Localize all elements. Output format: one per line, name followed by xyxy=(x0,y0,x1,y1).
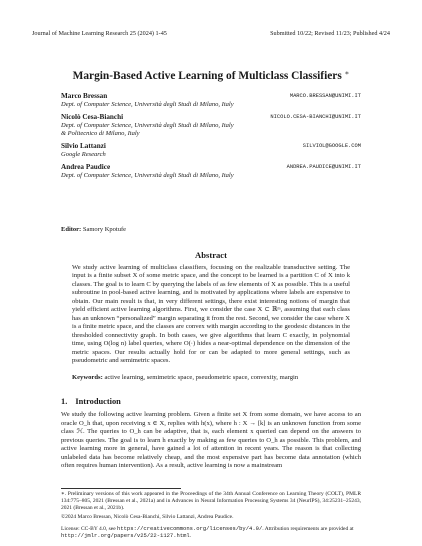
author-email[interactable]: MARCO.BRESSAN@UNIMI.IT xyxy=(289,93,361,99)
keywords-text: active learning, semimetric space, pseudometric space, convexity, margin xyxy=(104,374,299,381)
author-name: Andrea Paudice xyxy=(61,163,111,171)
footnote-rule xyxy=(61,488,181,489)
author-affiliation: Dept. of Computer Science, Università degli Studi di Milano, Italy xyxy=(61,171,234,179)
license-link[interactable]: https://creativecommons.org/licenses/by/4.0/ xyxy=(117,525,263,532)
author-affiliation: Google Research xyxy=(61,150,106,158)
introduction-paragraph: We study the following active learning problem. Given a finite set X from some domain, we have access to an oracle O_h that, upon receiving x ∈ X, replies with h(x), where h : X → [k] is an unknown function from some class ℋ. The queries to O_h can be adaptive, that is, each element x queried can depend on the answers to previous queries. The goal is to learn h exactly by making as few queries to O_h as possible. This problem, and active learning more in general, have gained a lot of attention in recent years. The reason is that collecting unlabeled data has become relatively cheap, and the most expensive part has become data annotation (which often requires human intervention). As a result, active learning is now a mainstream xyxy=(61,411,361,470)
journal-header: Journal of Machine Learning Research 25 (2024) 1-45 xyxy=(32,30,167,37)
author-name: Nicolò Cesa-Bianchi xyxy=(61,113,124,121)
copyright-notice: ©2024 Marco Bressan, Nicolò Cesa-Bianchi, Silvio Lattanzi, Andrea Paudice. xyxy=(61,514,234,520)
license-prefix: License: CC-BY 4.0, see xyxy=(61,526,116,532)
author-block xyxy=(61,142,361,159)
paper-link[interactable]: http://jmlr.org/papers/v25/22-1127.html xyxy=(61,531,190,539)
author-affiliation: & Politecnico di Milano, Italy xyxy=(61,130,140,137)
editor-label: Editor: xyxy=(61,226,82,233)
abstract-heading: Abstract xyxy=(195,250,227,260)
author-name: Marco Bressan xyxy=(61,92,108,100)
footnote-text: ∗. Preliminary versions of this work appeared in the Proceedings of the 34th Annual Conference on Learning Theory (COLT), PMLR 134:775–805, 2021 (Bressan et al., 2021a) and in Advances in Neural Information Processing Systems 34 (NeurIPS), 34:25231–25243, 2021 (Bressan et al., 2021b). xyxy=(61,491,361,511)
author-block xyxy=(61,113,361,139)
submission-dates: Submitted 10/22; Revised 11/23; Published 4/24 xyxy=(270,30,390,37)
keywords-label: Keywords: xyxy=(72,374,103,381)
license-middle: . Attribution requirements are provided at xyxy=(262,526,354,532)
author-email[interactable]: ANDREA.PAUDICE@UNIMI.IT xyxy=(286,164,361,170)
author-email[interactable]: SILVIOL@GOOGLE.COM xyxy=(302,143,361,149)
section-heading xyxy=(61,397,121,406)
author-affiliation: Dept. of Computer Science, Università degli Studi di Milano, Italy xyxy=(61,121,234,129)
paper-title xyxy=(0,67,422,83)
abstract-text: We study active learning of multiclass classifiers, focusing on the realizable transductive setting. The input is a finite subset X of some metric space, and the concept to be learned is a partition C of X into k classes. The goal is to learn C by querying the labels of as few elements of X as possible. This is a useful subroutine in pool-based active learning, and is motivated by applications where labels are expensive to obtain. Our main result is that, in very different settings, there exist interesting notions of margin that yield efficient active learning algorithms. First, we consider the case X ⊂ ℝᵐ, assuming that each class has an unknown “personalized” margin separating it from the rest. Second, we consider the case where X is a finite metric space, and the classes are convex with margin according to the geodesic distances in the thresholded connectivity graph. In both cases, we give algorithms that learn C exactly, in polynomial time, using O(log n) label queries, where O(·) hides a near-optimal dependence on the dimension of the metric spaces. Our results actually hold for or can be adapted to more general settings, such as pseudometric and semimetric spaces. xyxy=(72,264,350,364)
title-text: Margin-Based Active Learning of Multiclass Classifiers xyxy=(72,70,342,82)
author-affiliation: Dept. of Computer Science, Università degli Studi di Milano, Italy xyxy=(61,100,234,108)
author-name: Silvio Lattanzi xyxy=(61,142,106,150)
author-email[interactable]: NICOLO.CESA-BIANCHI@UNIMI.IT xyxy=(270,114,361,120)
author-block xyxy=(61,163,361,180)
license-suffix: . xyxy=(189,532,192,539)
keywords-line xyxy=(72,374,350,382)
section-number: 1. xyxy=(61,397,68,406)
editor-name: Samory Kpotufe xyxy=(82,226,127,233)
license-notice xyxy=(61,526,361,540)
section-title: Introduction xyxy=(75,397,121,406)
author-block xyxy=(61,92,361,109)
title-footnote-mark: ∗ xyxy=(344,69,350,77)
editor-line xyxy=(61,226,126,233)
